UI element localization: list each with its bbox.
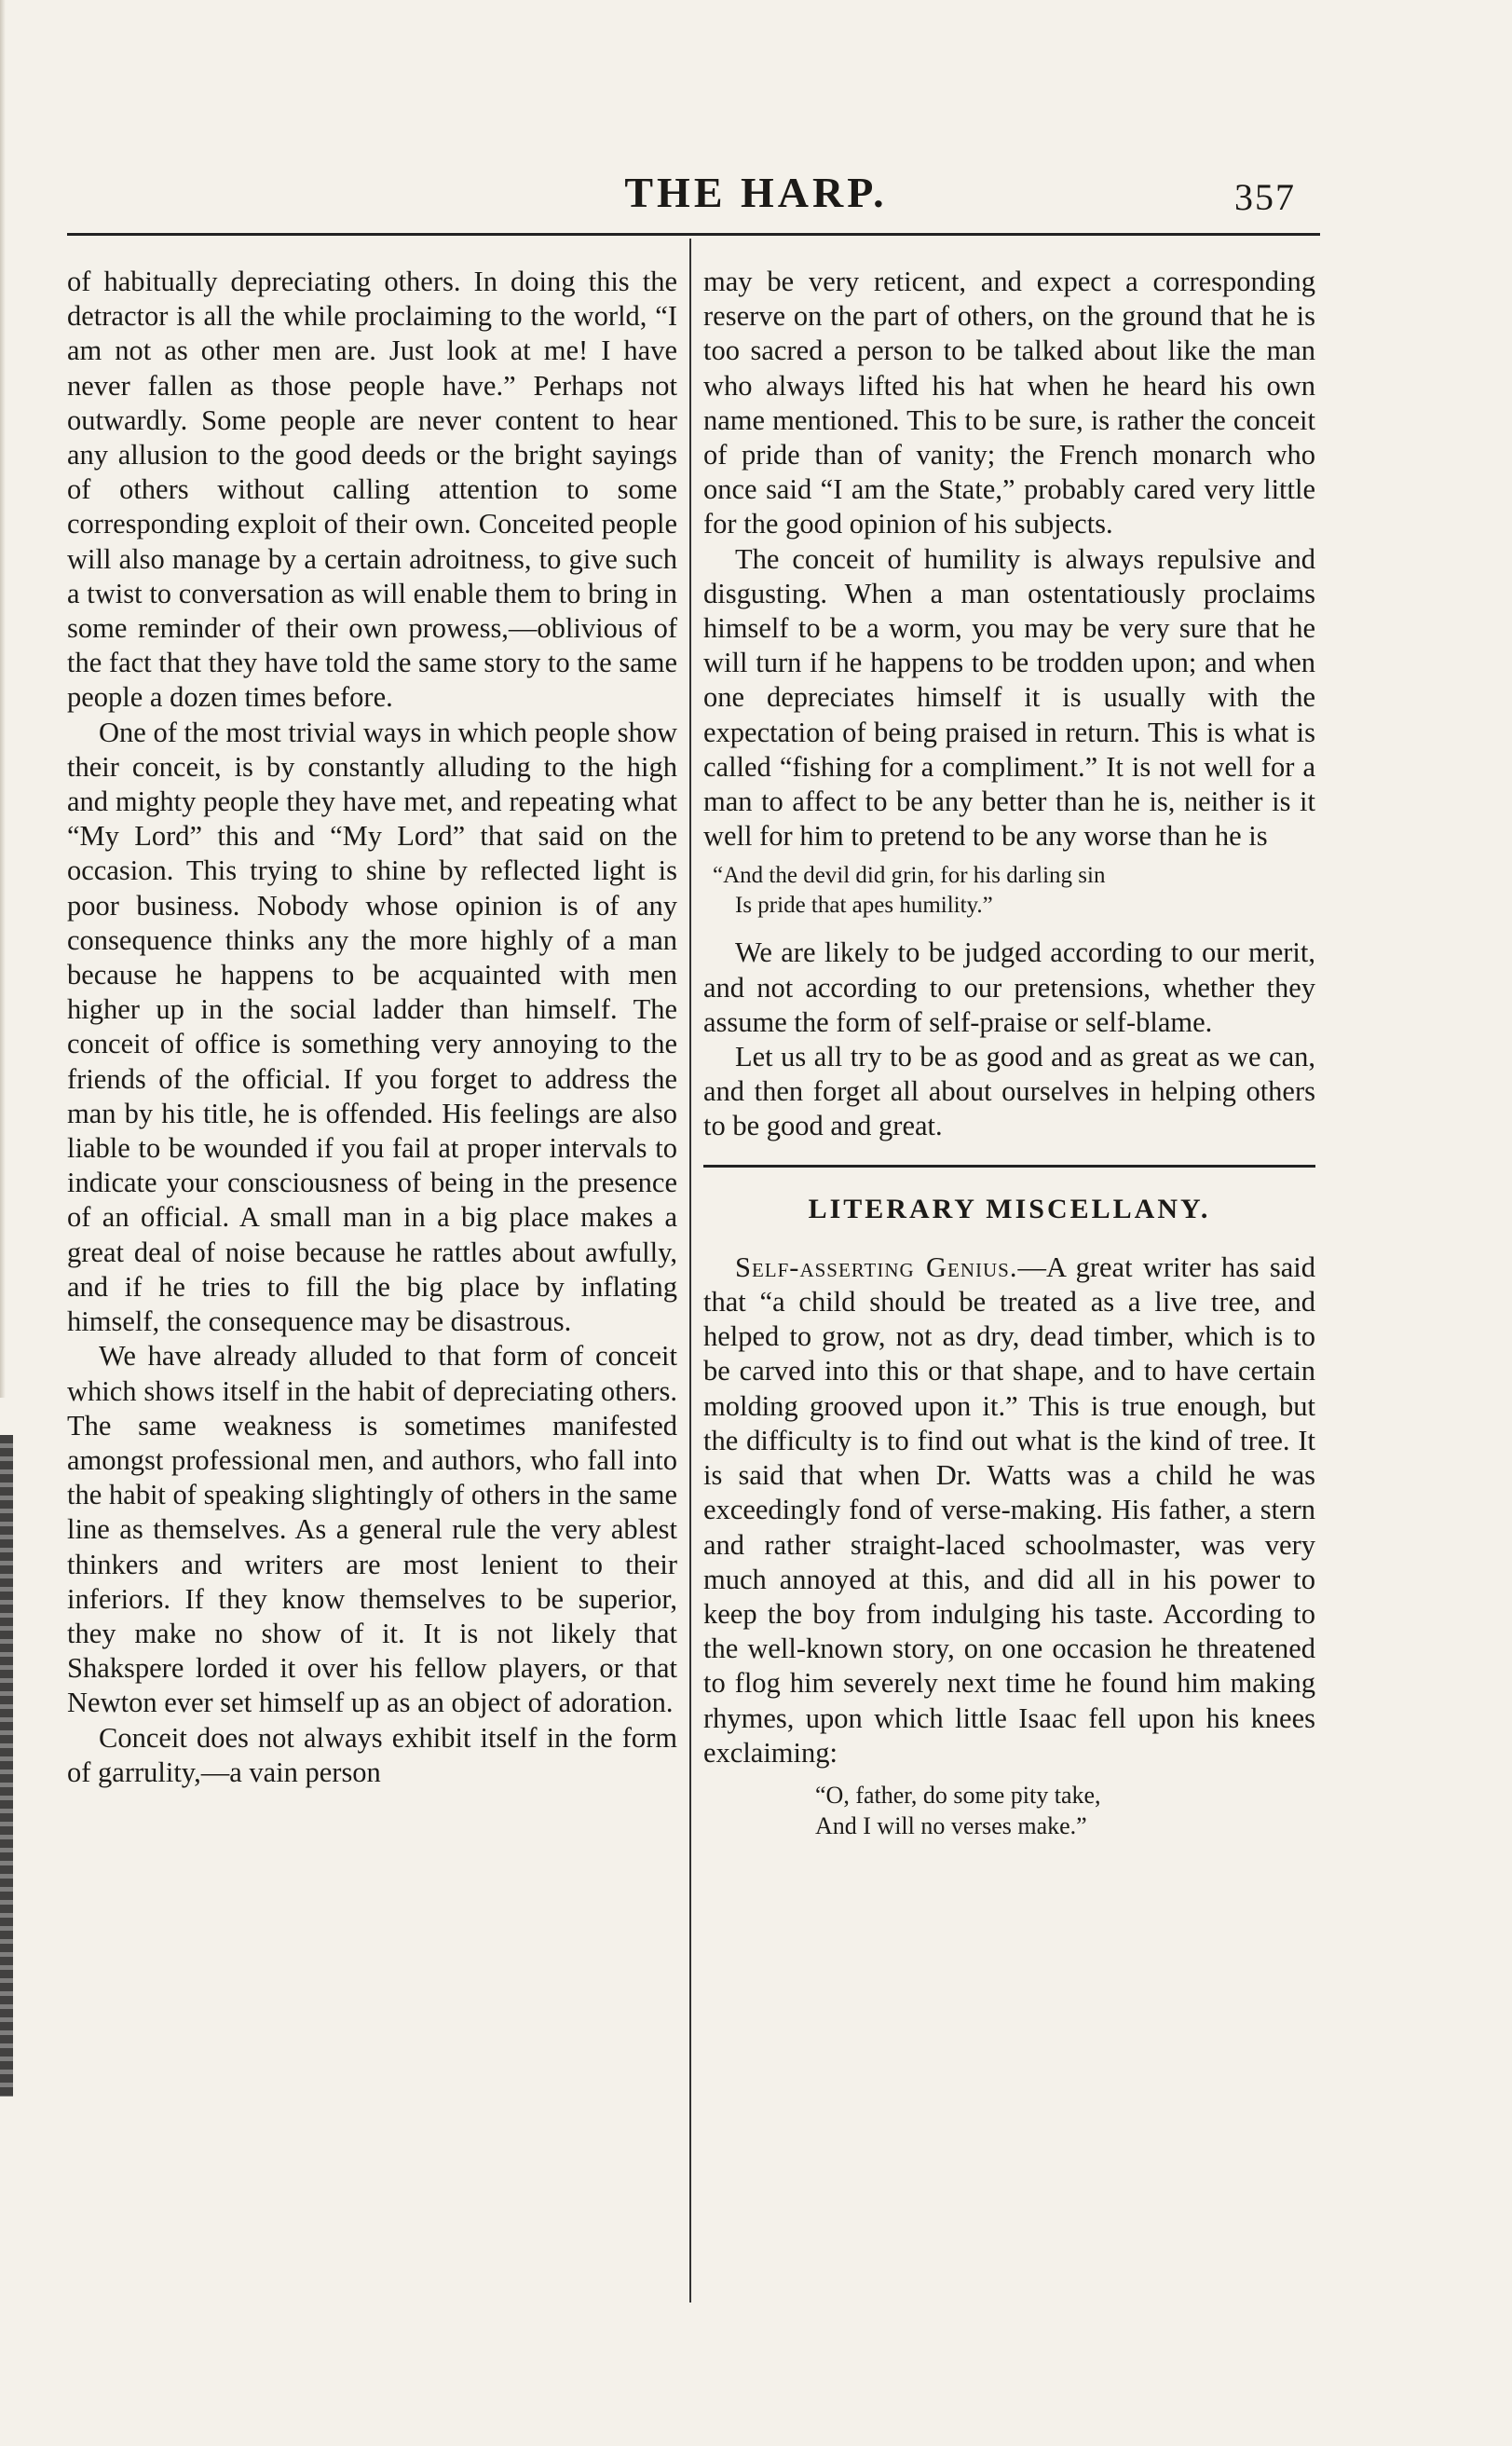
page-number: 357: [1234, 176, 1296, 218]
header-rule: [67, 233, 1320, 236]
miscellany-paragraph: [703, 1250, 1315, 1770]
right-paragraph-4: Let us all try to be as good and as great as we can, and then forget all about ourselves in helping others to be good and great.: [703, 1041, 1315, 1142]
miscellany-text: —A great writer has said that “a child should be treated as a live tree, and helped to grow, not as dry, dead timber, which is to be carved into this or that shape, and to have certain molding grooved upon it.” This is true enough, but the difficulty is to find out what is the kind of tree. It is said that when Dr. Watts was a child he was exceedingly fond of verse-making. His father, a stern and rather straight-laced schoolmaster, was very much annoyed at this, and did all in his power to keep the boy from indulging his taste. According to the well-known story, on one occasion he threatened to flog him severely next time he found him making rhymes, upon which little Isaac fell upon his knees exclaiming:: [703, 1250, 1315, 1769]
left-paragraph-3: We have already alluded to that form of conceit which shows itself in the habit of depreciating others. The same weakness is sometimes manifested amongst professional men, and authors, who fall into the habit of speaking slightingly of others in the same line as themselves. As a general rule the very ablest thinkers and writers are most lenient to their inferiors. If they know themselves to be superior, they make no show of it. It is not likely that Shakspere lorded it over his fellow players, or that Newton ever set himself up as an object of adoration.: [67, 1340, 677, 1719]
left-paragraph-4: Conceit does not always exhibit itself in the form of garrulity,—a vain person: [67, 1721, 677, 1788]
verse-line-1: “O, father, do some pity take,: [815, 1781, 1101, 1809]
closing-verse: [815, 1780, 1315, 1841]
binding-strip: [0, 1435, 13, 2097]
left-paragraph-2: One of the most trivial ways in which people show their conceit, is by constantly alluding to the high and mighty people they have met, and repeating what “My Lord” this and “My Lord” that said on the occasion. This trying to shine by reflected light is poor business. Nobody whose opinion is of any consequence thinks any the more highly of a man because he happens to be acquainted with men higher up in the social ladder than himself. The conceit of office is something very annoying to the friends of the official. If you forget to address the man by his title, he is offended. His feelings are also liable to be wounded if you fail at proper intervals to indicate your consciousness of being in the presence of an official. A small man in a big place makes a great deal of noise because he rattles about awfully, and if he tries to fill the big place by inflating himself, the consequence may be disastrous.: [67, 716, 677, 1338]
left-paragraph-1: of habitually depreciating others. In doing this the detractor is all the while proclaiming to the world, “I am not as other men are. Just look at me! I have never fallen as those people have.” Perhaps not outwardly. Some people are never content to hear any allusion to the good deeds or the bright sayings of others without calling attention to some corresponding exploit of their own. Conceited people will also manage by a certain adroitness, to give such a twist to conversation as will enable them to bring in some reminder of their own prowess,—oblivious of the fact that they have told the same story to the same people a dozen times before.: [67, 266, 677, 714]
lead-in: Self-asserting Genius.: [735, 1250, 1018, 1283]
column-divider: [689, 239, 691, 2303]
right-paragraph-2: The conceit of humility is always repulsive and disgusting. When a man ostentatiously proclaims himself to be a worm, you may be very sure that he will turn if he happens to be trodden upon; and when one depreciates himself it is usually with the expectation of being praised in return. This is what is called “fishing for a compliment.” It is not well for a man to affect to be any better than he is, neither is it well for him to pretend to be any worse than he is: [703, 542, 1315, 853]
pull-quote: [713, 861, 1315, 921]
right-paragraph-3: We are likely to be judged according to our merit, and not according to our pretensions, whether they assume the form of self-praise or self-blame.: [703, 936, 1315, 1038]
quote-line-2: Is pride that apes humility.”: [735, 893, 993, 919]
right-column: [703, 265, 1315, 1841]
verse-line-2: And I will no verses make.”: [815, 1811, 1087, 1839]
section-divider: [703, 1165, 1315, 1168]
left-column: [67, 265, 677, 1790]
right-paragraph-1: may be very reticent, and expect a corresponding reserve on the part of others, on the ground that he is too sacred a person to be talked about like the man who always lifted his hat when he heard his own name mentioned. This to be sure, is rather the conceit of pride than of vanity; the French monarch who once said “I am the State,” probably cared very little for the good opinion of his subjects.: [703, 266, 1315, 540]
quote-line-1: “And the devil did grin, for his darling sin: [713, 863, 1106, 889]
section-heading: LITERARY MISCELLANY.: [808, 1193, 1211, 1224]
running-head-title: THE HARP.: [624, 169, 888, 216]
